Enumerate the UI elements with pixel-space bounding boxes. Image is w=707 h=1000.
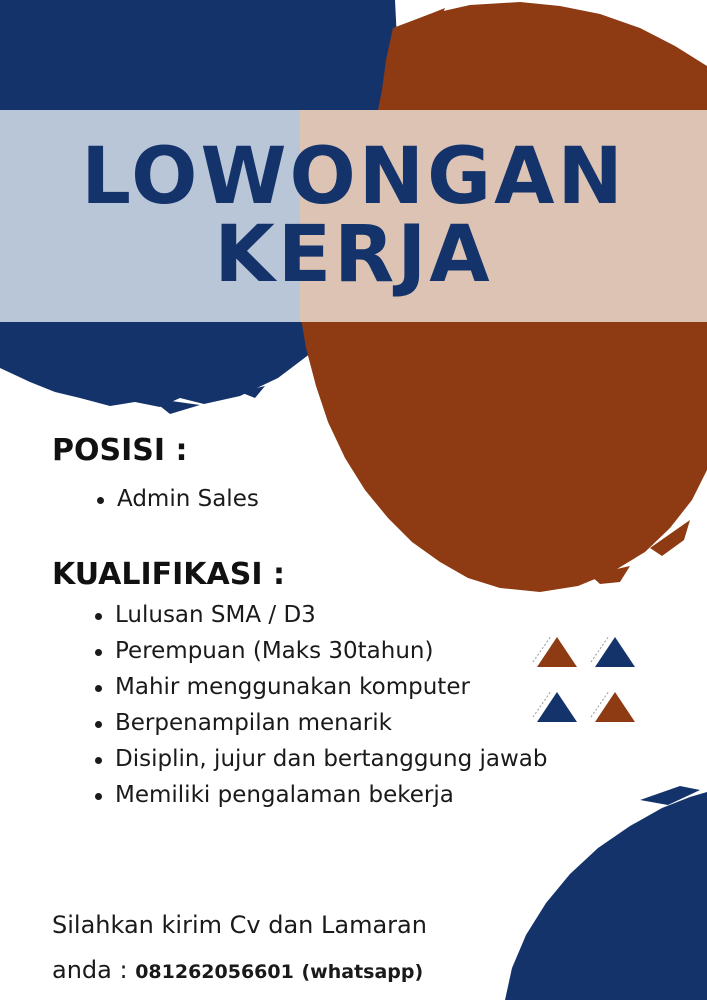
phone-note: (whatsapp) <box>301 961 424 983</box>
contact-prefix: anda : <box>52 956 136 984</box>
kualifikasi-item: Berpenampilan menarik <box>93 705 548 741</box>
kualifikasi-item: Memiliki pengalaman bekerja <box>93 777 548 813</box>
posisi-list <box>95 481 259 517</box>
rust-triangle <box>595 692 635 722</box>
contact-instruction: Silahkan kirim Cv dan Lamaran <box>52 911 427 939</box>
navy-brush-circle-bottom <box>505 792 707 1000</box>
kualifikasi-item: Mahir menggunakan komputer <box>93 669 548 705</box>
kualifikasi-heading: KUALIFIKASI : <box>52 557 285 592</box>
kualifikasi-item: Perempuan (Maks 30tahun) <box>93 633 548 669</box>
kualifikasi-list <box>93 597 548 813</box>
triangle-decoration <box>533 636 635 722</box>
phone-number: 081262056601 <box>135 961 294 983</box>
contact-line <box>52 958 423 982</box>
kualifikasi-item: Lulusan SMA / D3 <box>93 597 548 633</box>
title-line-2: KERJA <box>214 210 493 300</box>
title-line-1: LOWONGAN <box>81 132 626 222</box>
posisi-heading: POSISI : <box>52 433 188 468</box>
posisi-item: Admin Sales <box>95 481 259 517</box>
kualifikasi-item: Disiplin, jujur dan bertanggung jawab <box>93 741 548 777</box>
navy-triangle <box>595 637 635 667</box>
